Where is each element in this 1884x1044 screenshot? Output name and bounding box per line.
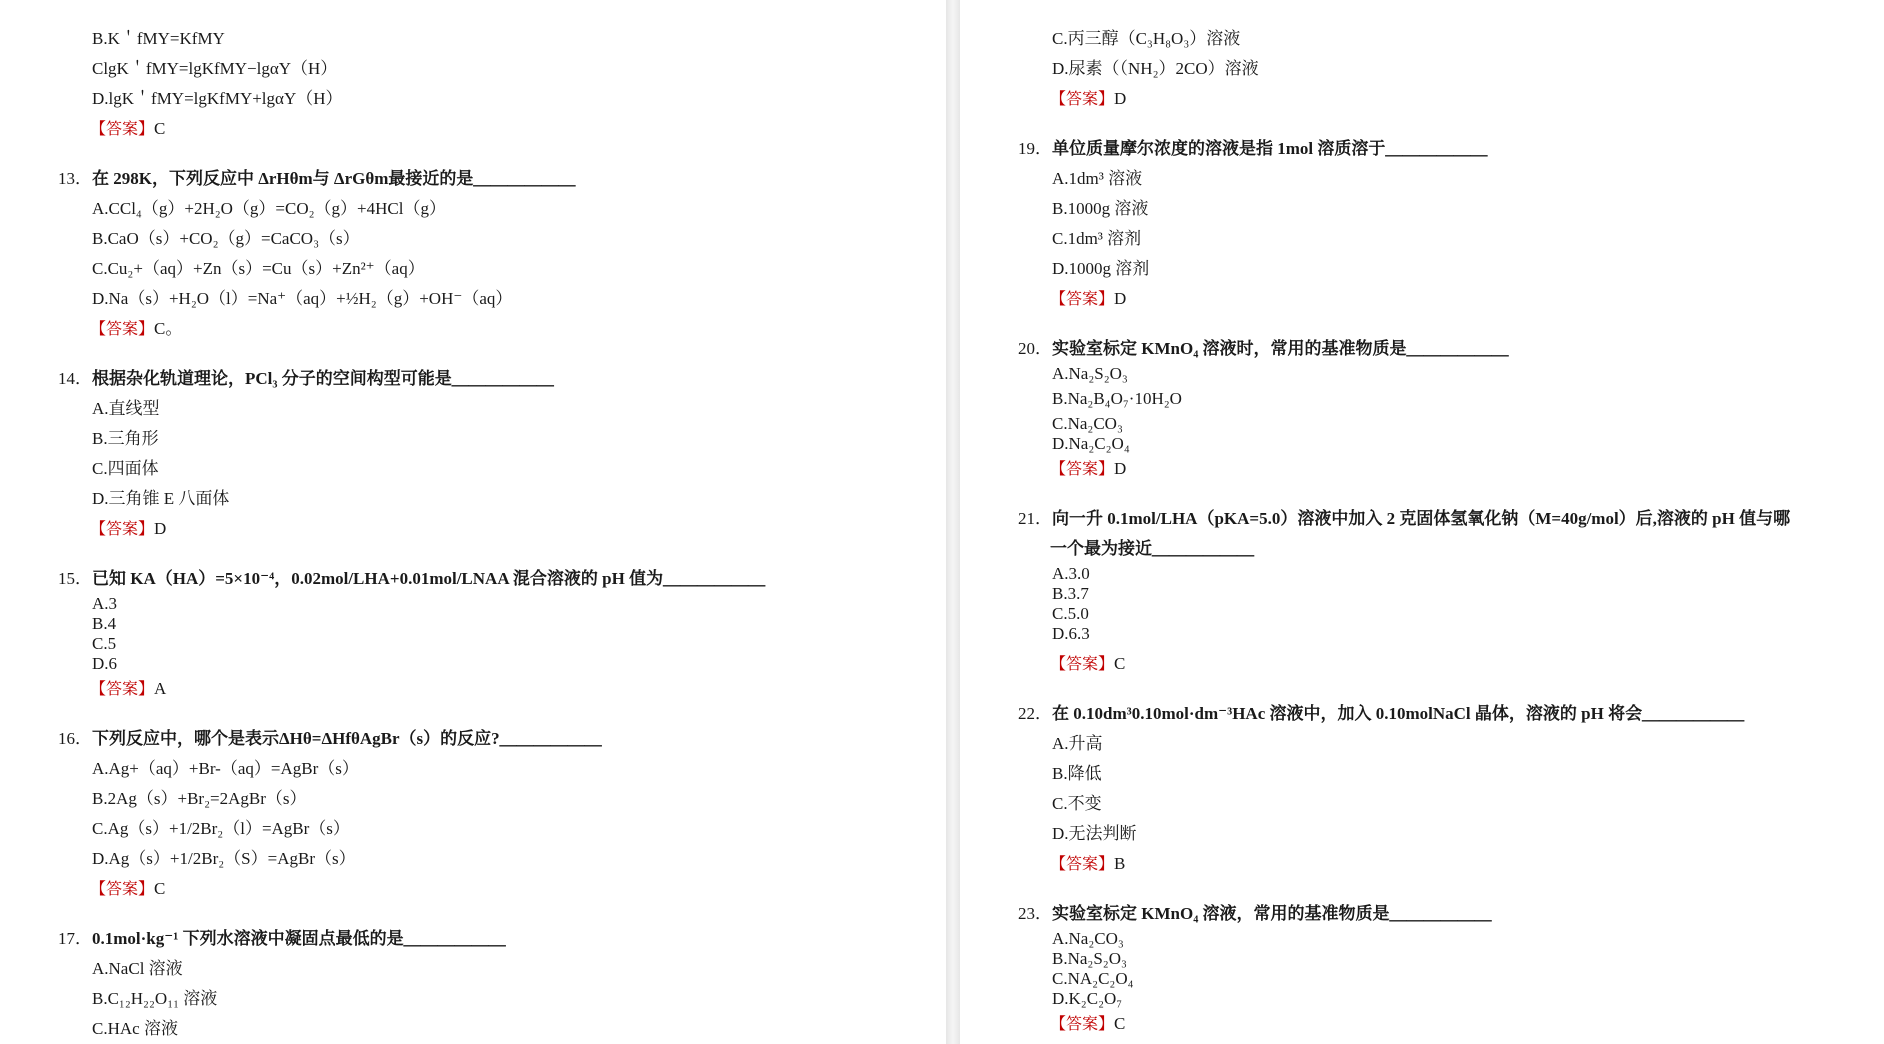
answer-label: 【答案】 xyxy=(90,119,155,138)
answer-line xyxy=(1050,458,1126,480)
option-line: D.1000g 溶剂 xyxy=(1052,259,1150,278)
option-line: C.HAc 溶液 xyxy=(92,1019,178,1038)
answer-label: 【答案】 xyxy=(90,519,155,538)
question-line xyxy=(1018,903,1492,925)
question-number: 14． xyxy=(58,369,92,388)
answer-value: B xyxy=(1114,854,1126,873)
option-line: B.Na₂B₄O₇·10H₂O xyxy=(1052,389,1182,408)
answer-value: D xyxy=(1114,289,1127,308)
answer-line xyxy=(1050,88,1126,110)
question-number: 21． xyxy=(1018,509,1052,528)
option-line: A.3 xyxy=(92,594,118,613)
answer-line xyxy=(1050,288,1126,310)
question-text: 实验室标定 KMnO₄ 溶液时，常用的基准物质是＿＿＿＿＿＿ xyxy=(1052,339,1509,358)
option-line: A.Ag+（aq）+Br-（aq）=AgBr（s） xyxy=(92,759,359,778)
option-line: B.4 xyxy=(92,614,117,633)
question-text: 单位质量摩尔浓度的溶液是指 1mol 溶质溶于＿＿＿＿＿＿ xyxy=(1052,139,1488,158)
option-line: C.1dm³ 溶剂 xyxy=(1052,229,1142,248)
option-line: B.3.7 xyxy=(1052,584,1089,603)
question-number: 13． xyxy=(58,169,92,188)
question-text: 在 298K，下列反应中 ΔrHθm与 ΔrGθm最接近的是＿＿＿＿＿＿ xyxy=(92,169,576,188)
option-line: B.降低 xyxy=(1052,764,1102,783)
question-line xyxy=(1018,703,1744,725)
answer-value: C xyxy=(1114,654,1126,673)
answer-value: C xyxy=(154,119,166,138)
page-right xyxy=(960,0,1884,1044)
option-line: D.Ag（s）+1/2Br₂（S）=AgBr（s） xyxy=(92,849,356,868)
option-line: B.CaO（s）+CO₂（g）=CaCO₃（s） xyxy=(92,229,360,248)
question-line xyxy=(58,168,575,190)
option-line: A.3.0 xyxy=(1052,564,1090,583)
answer-label: 【答案】 xyxy=(1050,854,1115,873)
answer-label: 【答案】 xyxy=(90,679,155,698)
question-number: 19． xyxy=(1018,139,1052,158)
answer-value: A xyxy=(154,679,167,698)
question-text: 在 0.10dm³0.10mol·dm⁻³HAc 溶液中，加入 0.10molNaCl 晶体，溶液的 pH 将会＿＿＿＿＿＿ xyxy=(1052,704,1745,723)
option-line: C.5 xyxy=(92,634,117,653)
option-line: A.Na₂S₂O₃ xyxy=(1052,364,1128,383)
question-line xyxy=(1018,338,1509,360)
answer-label: 【答案】 xyxy=(1050,459,1115,478)
question-text: 下列反应中，哪个是表示ΔHθ=ΔHfθAgBr（s）的反应?＿＿＿＿＿＿ xyxy=(92,729,602,748)
answer-value: C xyxy=(1114,1014,1126,1033)
option-line: C.NA₂C₂O₄ xyxy=(1052,969,1134,988)
answer-line xyxy=(90,118,165,140)
question-text: 向一升 0.1mol/LHA（pKA=5.0）溶液中加入 2 克固体氢氧化钠（M=40g/mol）后,溶液的 pH 值与哪 xyxy=(1052,509,1791,528)
question-text: 实验室标定 KMnO₄ 溶液，常用的基准物质是＿＿＿＿＿＿ xyxy=(1052,904,1492,923)
option-line: C.5.0 xyxy=(1052,604,1089,623)
option-line: D.尿素（（NH₂）2CO）溶液 xyxy=(1052,59,1259,78)
option-line: C.不变 xyxy=(1052,794,1102,813)
option-line: D.无法判断 xyxy=(1052,824,1137,843)
page-gutter xyxy=(946,0,960,1044)
option-line: C.Na₂CO₃ xyxy=(1052,414,1123,433)
option-line: A.升高 xyxy=(1052,734,1103,753)
option-line: A.1dm³ 溶液 xyxy=(1052,169,1143,188)
question-number: 17． xyxy=(58,929,92,948)
option-line: C.丙三醇（C₃H₈O₃）溶液 xyxy=(1052,29,1241,48)
answer-label: 【答案】 xyxy=(1050,89,1115,108)
option-line: D.6.3 xyxy=(1052,624,1090,643)
question-line xyxy=(1050,538,1254,560)
question-line xyxy=(58,928,506,950)
question-line xyxy=(58,568,765,590)
answer-line xyxy=(1050,653,1125,675)
option-line: C.Cu₂+（aq）+Zn（s）=Cu（s）+Zn²⁺（aq） xyxy=(92,259,425,278)
option-line: B.三角形 xyxy=(92,429,159,448)
option-line: D.三角锥 E 八面体 xyxy=(92,489,230,508)
option-line: B.C₁₂H₂₂O₁₁ 溶液 xyxy=(92,989,218,1008)
question-text: 一个最为接近＿＿＿＿＿＿ xyxy=(1050,539,1254,558)
option-line: A.直线型 xyxy=(92,399,160,418)
option-line: B.Na₂S₂O₃ xyxy=(1052,949,1127,968)
answer-line xyxy=(90,318,182,340)
answer-value: C xyxy=(154,879,166,898)
answer-line xyxy=(90,678,166,700)
option-line: D.lgK＇fMY=lgKfMY+lgαY（H） xyxy=(92,89,343,108)
option-line: A.NaCl 溶液 xyxy=(92,959,183,978)
option-line: D.K₂C₂O₇ xyxy=(1052,989,1123,1008)
answer-value: D xyxy=(1114,89,1127,108)
question-line xyxy=(58,368,554,390)
answer-label: 【答案】 xyxy=(1050,289,1115,308)
question-number: 23． xyxy=(1018,904,1052,923)
question-text: 0.1mol·kg⁻¹ 下列水溶液中凝固点最低的是＿＿＿＿＿＿ xyxy=(92,929,506,948)
option-line: B.2Ag（s）+Br₂=2AgBr（s） xyxy=(92,789,307,808)
answer-label: 【答案】 xyxy=(90,319,155,338)
option-line: D.Na₂C₂O₄ xyxy=(1052,434,1130,453)
option-line: ClgK＇fMY=lgKfMY−lgαY（H） xyxy=(92,59,338,78)
option-line: C.Ag（s）+1/2Br₂（l）=AgBr（s） xyxy=(92,819,350,838)
option-line: A.Na₂CO₃ xyxy=(1052,929,1124,948)
answer-line xyxy=(90,878,165,900)
question-text: 根据杂化轨道理论，PCl₃ 分子的空间构型可能是＿＿＿＿＿＿ xyxy=(92,369,554,388)
question-number: 20． xyxy=(1018,339,1052,358)
question-number: 16． xyxy=(58,729,92,748)
answer-line xyxy=(90,518,166,540)
option-line: B.K＇fMY=KfMY xyxy=(92,29,225,48)
option-line: B.1000g 溶液 xyxy=(1052,199,1149,218)
answer-line xyxy=(1050,853,1125,875)
question-line xyxy=(58,728,602,750)
answer-value: D xyxy=(1114,459,1127,478)
question-text: 已知 KA（HA）=5×10⁻⁴，0.02mol/LHA+0.01mol/LNAA 混合溶液的 pH 值为＿＿＿＿＿＿ xyxy=(92,569,766,588)
answer-line xyxy=(1050,1013,1125,1035)
option-line: D.Na（s）+H₂O（l）=Na⁺（aq）+½H₂（g）+OH⁻（aq） xyxy=(92,289,513,308)
answer-label: 【答案】 xyxy=(90,879,155,898)
answer-value: D xyxy=(154,519,167,538)
question-number: 22． xyxy=(1018,704,1052,723)
option-line: A.CCl₄（g）+2H₂O（g）=CO₂（g）+4HCl（g） xyxy=(92,199,446,218)
question-line xyxy=(1018,508,1790,530)
option-line: D.6 xyxy=(92,654,118,673)
option-line: C.四面体 xyxy=(92,459,159,478)
answer-value: C。 xyxy=(154,319,183,338)
answer-label: 【答案】 xyxy=(1050,654,1115,673)
question-line xyxy=(1018,138,1487,160)
question-number: 15． xyxy=(58,569,92,588)
answer-label: 【答案】 xyxy=(1050,1014,1115,1033)
